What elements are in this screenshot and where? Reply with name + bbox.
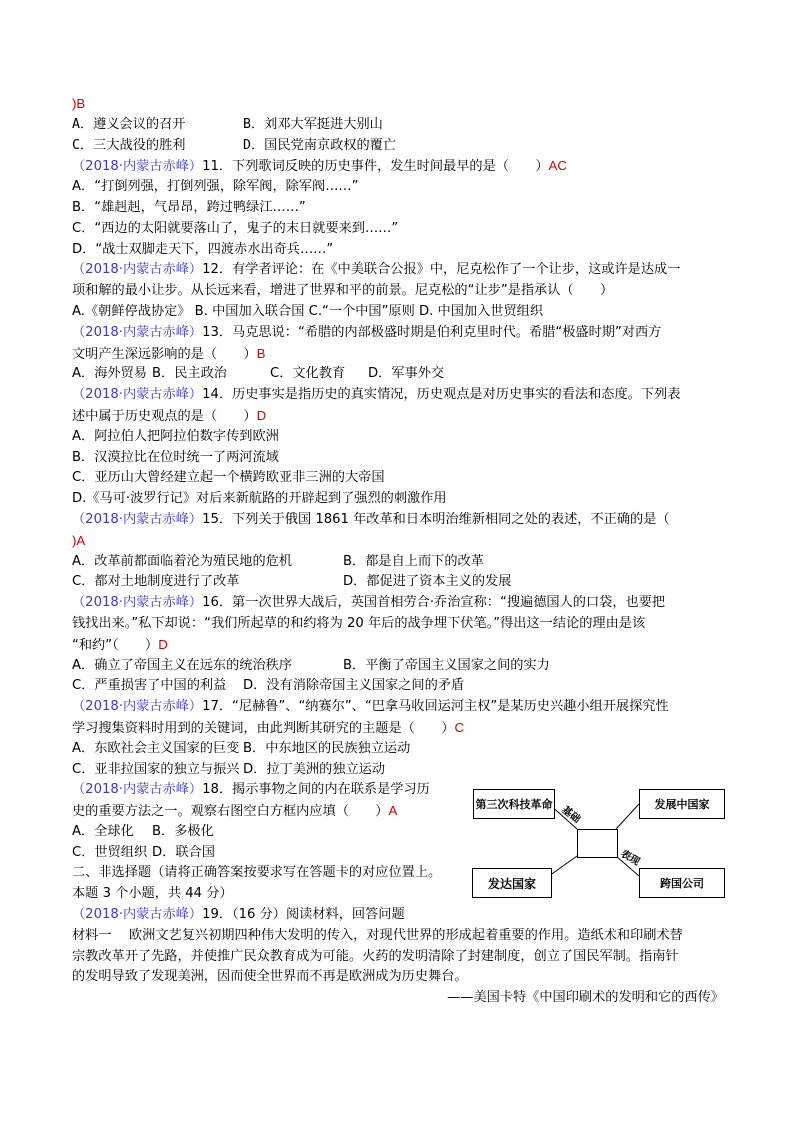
box-third-tech-revolution: 第三次科技革命 [473,789,555,819]
source-tag: （2018·内蒙古赤峰） [72,511,203,527]
question-text: 11．下列歌词反映的历史事件，发生时间最早的是（ ） [202,159,549,175]
q11-stem [72,156,724,177]
question-text-line [72,635,724,656]
option-a: A．全球化 [72,823,134,839]
label-show: 表现 [618,848,642,868]
option-a: A．东欧社会主义国家的巨变 [72,740,240,756]
box-multinational-companies: 跨国公司 [639,868,725,898]
option-a: A．海外贸易 [72,366,147,382]
option-line: A．“打倒列强，打倒列强，除军阀，除军阀……” [72,179,359,195]
question-text-line [72,344,724,365]
option-d: D．联合国 [152,844,215,860]
option-c: C．文化教育 [270,366,346,382]
option-row [72,760,724,781]
source-tag: （2018·内蒙古赤峰） [72,595,203,611]
option-line: A．阿拉伯人把阿拉伯数字传到欧洲 [72,428,279,444]
answer: C [454,719,464,735]
question-text: 述中属于历史观点的是（ ） [72,408,257,424]
question-text-line [72,718,724,739]
answer: )A [72,532,86,548]
option-a: A．确立了帝国主义在远东的统治秩序 [72,657,293,673]
blank-box [577,829,618,858]
answer: )B [72,96,86,111]
answer: D [158,636,168,652]
option-c: C．亚非拉国家的独立与振兴 [72,761,240,777]
option-d: D．国民党南京政权的覆亡 [243,137,397,153]
source-tag: （2018·内蒙古赤峰） [72,387,203,403]
q13-stem [72,323,724,344]
option-c: C．严重损害了中国的利益 [72,678,227,694]
section-heading: 二、非选择题（请将正确答案按要求写在答题卡的对应位置上。 [72,865,442,881]
q15-stem [72,510,724,531]
answer: D [256,407,267,423]
q14-stem [72,385,724,406]
question-text: 学习搜集资料时用到的关键词，由此判断其研究的主题是（ ） [72,720,455,736]
option-a: A．遵义会议的召开 [72,116,186,132]
box-developed-countries: 发达国家 [472,868,552,898]
q10-answer-line [72,94,724,115]
question-text: 12．有学者评论：在《中美联合公报》中，尼克松作了一个让步，这或许是达成一 [202,262,681,278]
question-text: 项和解的最小让步。从长远来看，增进了世界和平的前景。尼克松的“让步”是指承认（ ） [72,283,614,299]
option-a: A．改革前都面临着沦为殖民地的危机 [72,553,293,569]
question-text: 史的重要方法之一。观察右图空白方框内应填（ ） [72,804,389,820]
question-text-line [72,406,724,427]
option-d: D．没有消除帝国主义国家之间的矛盾 [243,678,465,694]
material-text: 材料一 欧洲文艺复兴初期四种伟大发明的传入，对现代世界的形成起着重要的作用。造纸术和印刷术替 [72,927,683,943]
question-text: 文明产生深远影响的是（ ） [72,346,257,362]
option-d: D．拉丁美洲的独立运动 [243,761,386,777]
label-base: 基础 [559,804,583,826]
box-developing-countries: 发展中国家 [639,789,725,819]
option-row [72,364,724,385]
question-text: 19．（16 分）阅读材料，回答问题 [202,907,405,923]
question-text: 15．下列关于俄国 1861 年改革和日本明治维新相同之处的表述，不正确的是（ [202,511,670,527]
option-row [72,552,724,573]
material-text: 宗教改革开了先路，并使推广民众教育成为可能。火药的发明清除了封建制度，创立了国民军制。指南针 [72,948,679,964]
source-tag: （2018·内蒙古赤峰） [72,782,203,798]
option-line: D.《马可·波罗行记》对后来新航路的开辟起到了强烈的刺激作用 [72,491,447,507]
source-tag: （2018·内蒙古赤峰） [72,907,203,923]
answer: B [256,345,266,361]
option-c: C．世贸组织 [72,844,148,860]
question-text: 14．历史事实是指历史的真实情况，历史观点是对历史事实的看法和态度。下列表 [202,387,681,403]
option-row [72,115,724,136]
option-b: B．民主政治 [152,366,227,382]
globalization-diagram [469,788,725,898]
section-heading-cont: 本题 3 个小题，共 44 分） [72,886,233,902]
option-line: B．汉漠拉比在位时统一了两河流域 [72,449,279,465]
option-b: B．中东地区的民族独立运动 [243,740,411,756]
option-row [72,572,724,593]
q12-stem [72,260,724,281]
source-tag: （2018·内蒙古赤峰） [72,699,203,715]
option-row [72,136,724,157]
answer: A [388,803,398,819]
option-d: D．都促进了资本主义的发展 [343,574,512,590]
source-tag: （2018·内蒙古赤峰） [72,324,203,340]
option-b: B．都是自上而下的改革 [343,553,484,569]
option-c: C．都对土地制度进行了改革 [72,574,240,590]
question-text: 18．揭示事物之间的内在联系是学习历 [202,782,430,798]
option-b: B．平衡了帝国主义国家之间的实力 [343,657,550,673]
option-line: C．亚历山大曾经建立起一个横跨欧亚非三洲的大帝国 [72,470,385,486]
option-row [72,739,724,760]
answer: AC [548,158,567,174]
option-line: A.《朝鲜停战协定》 B. 中国加入联合国 C.“一个中国”原则 D. 中国加入世贸组织 [72,303,544,319]
q15-answer-line [72,531,724,552]
q19-stem [72,905,724,926]
option-row [72,656,724,677]
option-row [72,676,724,697]
option-b: B．多极化 [152,823,214,839]
material-citation: ——美国卡特《中国印刷术的发明和它的西传》 [447,990,724,1006]
option-c: C．三大战役的胜利 [72,137,186,153]
option-line: D．“战士双脚走天下，四渡赤水出奇兵……” [72,241,334,257]
material-text: 的发明导致了发现美洲，因而使全世界而不再是欧洲成为历史舞台。 [72,969,468,985]
option-b: B．刘邓大军挺进大别山 [243,116,383,132]
question-text: 17．“尼赫鲁”、“纳赛尔”、“巴拿马收回运河主权”是某历史兴趣小组开展探究性 [202,699,669,715]
question-text: 钱找出来。”私下却说：“我们所起草的和约将为 20 年后的战争埋下伏笔。”得出这一结论的理由是该 [72,615,646,631]
q17-stem [72,697,724,718]
source-tag: （2018·内蒙古赤峰） [72,262,203,278]
question-text: “和约”（ ） [72,637,159,653]
option-d: D．军事外交 [368,366,445,382]
option-line: C．“西边的太阳就要落山了，鬼子的末日就要来到……” [72,220,399,236]
option-line: B．“雄赳赳，气昂昂，跨过鸭绿江……” [72,199,306,215]
question-text: 16．第一次世界大战后，英国首相劳合·乔治宣称：“搜遍德国人的口袋，也要把 [202,595,666,611]
question-text: 13．马克思说：“希腊的内部极盛时期是伯利克里时代。希腊“极盛时期”对西方 [202,324,662,340]
q16-stem [72,593,724,614]
source-tag: （2018·内蒙古赤峰） [72,159,203,175]
